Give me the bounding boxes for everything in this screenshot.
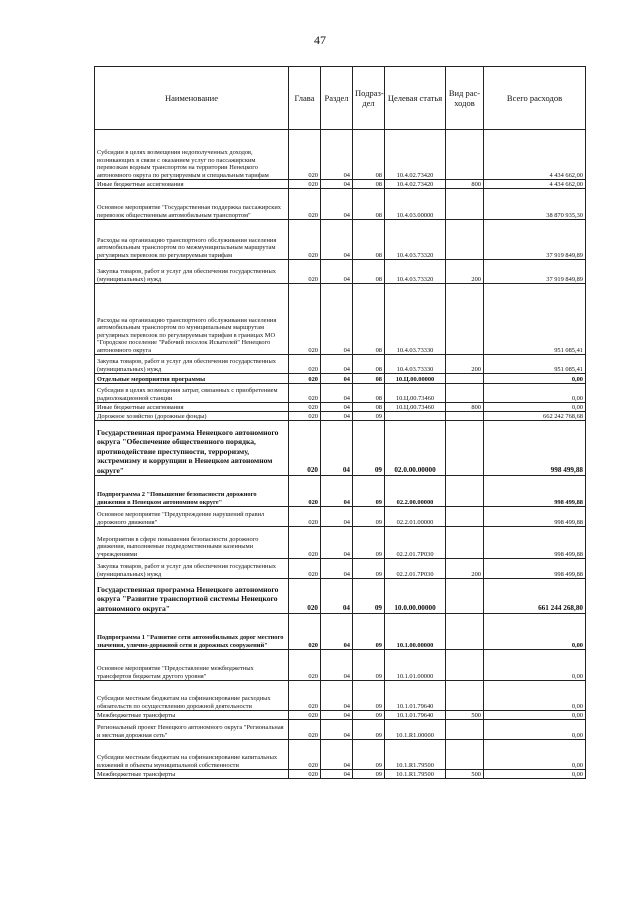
cell-total: 951 085,41 [484,284,586,355]
cell-target: 10.1.00.00000 [385,614,446,650]
table-row [95,720,586,740]
header-section: Раздел [321,67,353,130]
cell-target: 10.1.01.00000 [385,650,446,681]
header-name: Наименование [95,67,289,130]
cell-total: 0,00 [484,740,586,770]
cell-section: 04 [321,614,353,650]
cell-total: 38 870 935,30 [484,189,586,220]
table-row [95,374,586,384]
cell-name: Субсидии в целях возмещения недополученных доходов, возникающих в связи с оказанием услуг по пассажирским перевозкам водным транспортом на территории Ненецкого автономного округа по регулируемым и специальным тарифам [95,130,289,180]
cell-target [385,412,446,421]
cell-total: 4 434 662,00 [484,130,586,180]
cell-name: Дорожное хозяйство (дорожные фонды) [95,412,289,421]
cell-subsection: 09 [353,559,385,579]
cell-chapter: 020 [289,412,321,421]
cell-total: 0,00 [484,711,586,720]
cell-target: 02.2.01.7Р030 [385,527,446,559]
cell-chapter: 020 [289,284,321,355]
cell-name: Субсидии в целях возмещения затрат, связанных с приобретением радиолокационной станции [95,384,289,403]
table-row [95,579,586,614]
cell-section: 04 [321,180,353,189]
cell-exptype [446,579,484,614]
cell-exptype [446,130,484,180]
cell-chapter: 020 [289,476,321,507]
cell-chapter: 020 [289,260,321,284]
cell-name: Межбюджетные трансферты [95,770,289,779]
cell-subsection: 08 [353,374,385,384]
cell-subsection: 09 [353,476,385,507]
cell-name: Государственная программа Ненецкого автономного округа "Обеспечение общественного порядка, противодействие преступности, терроризму, экстремизму и коррупции в Ненецком автономном округе" [95,421,289,476]
cell-exptype [446,720,484,740]
cell-subsection: 09 [353,614,385,650]
cell-exptype [446,412,484,421]
cell-name: Межбюджетные трансферты [95,711,289,720]
cell-section: 04 [321,384,353,403]
cell-chapter: 020 [289,130,321,180]
cell-subsection: 09 [353,740,385,770]
header-total: Всего расходов [484,67,586,130]
cell-chapter: 020 [289,220,321,260]
cell-section: 04 [321,527,353,559]
cell-total: 37 919 849,89 [484,220,586,260]
cell-target: 02.0.00.00000 [385,421,446,476]
cell-section: 04 [321,412,353,421]
cell-name: Закупка товаров, работ и услуг для обеспечения государственных (муниципальных) нужд [95,559,289,579]
cell-exptype [446,284,484,355]
table-row [95,220,586,260]
cell-total: 0,00 [484,770,586,779]
cell-exptype [446,220,484,260]
cell-section: 04 [321,421,353,476]
table-row [95,681,586,711]
cell-section: 04 [321,711,353,720]
cell-subsection: 08 [353,355,385,374]
cell-subsection: 08 [353,220,385,260]
cell-exptype: 200 [446,260,484,284]
cell-name: Иные бюджетные ассигнования [95,403,289,412]
cell-section: 04 [321,507,353,527]
cell-total: 998 499,88 [484,559,586,579]
cell-chapter: 020 [289,507,321,527]
cell-exptype [446,614,484,650]
cell-chapter: 020 [289,384,321,403]
cell-section: 04 [321,220,353,260]
cell-subsection: 09 [353,507,385,527]
page-number: 47 [314,33,326,47]
cell-subsection: 09 [353,527,385,559]
cell-subsection: 08 [353,403,385,412]
cell-target: 10.1.01.79640 [385,681,446,711]
cell-target: 10.4.03.73320 [385,220,446,260]
cell-name: Расходы на организацию транспортного обслуживания населения автомобильным транспортом по муниципальным маршрутам регулярных перевозок по регулируемым тарифам в границах МО "Городское поселение "Рабочий поселок Искателей" Ненецкого автономного округа [95,284,289,355]
cell-target: 10.4.02.73420 [385,130,446,180]
cell-exptype [446,374,484,384]
cell-section: 04 [321,403,353,412]
cell-total: 0,00 [484,650,586,681]
cell-subsection: 09 [353,711,385,720]
cell-name: Подпрограмма 2 "Повышение безопасности дорожного движения в Ненецком автономном округе" [95,476,289,507]
cell-chapter: 020 [289,614,321,650]
table-row [95,527,586,559]
cell-target: 02.2.01.7Р030 [385,559,446,579]
cell-total: 998 499,88 [484,421,586,476]
cell-chapter: 020 [289,740,321,770]
cell-exptype [446,421,484,476]
cell-total: 998 499,88 [484,476,586,507]
cell-name: Субсидии местным бюджетам на софинансирование капитальных вложений в объекты муниципальной собственности [95,740,289,770]
cell-target: 10.1.R1.00000 [385,720,446,740]
cell-section: 04 [321,650,353,681]
cell-target: 10.Ц.00.00000 [385,374,446,384]
table-row [95,740,586,770]
cell-chapter: 020 [289,355,321,374]
cell-subsection: 08 [353,384,385,403]
table-body [95,130,586,779]
cell-name: Иные бюджетные ассигнования [95,180,289,189]
cell-subsection: 08 [353,180,385,189]
cell-subsection: 09 [353,579,385,614]
cell-total: 0,00 [484,614,586,650]
table-row [95,770,586,779]
cell-chapter: 020 [289,189,321,220]
cell-chapter: 020 [289,403,321,412]
cell-subsection: 09 [353,650,385,681]
cell-subsection: 08 [353,284,385,355]
cell-chapter: 020 [289,579,321,614]
cell-subsection: 08 [353,189,385,220]
cell-section: 04 [321,476,353,507]
table-row [95,284,586,355]
cell-chapter: 020 [289,770,321,779]
cell-subsection: 08 [353,260,385,284]
cell-target: 10.4.03.73320 [385,260,446,284]
cell-subsection: 09 [353,681,385,711]
cell-exptype: 500 [446,711,484,720]
cell-name: Основное мероприятие "Предоставление межбюджетных трансфертов бюджетам другого уровня" [95,650,289,681]
cell-exptype [446,681,484,711]
cell-exptype [446,384,484,403]
cell-target: 10.1.R1.79500 [385,770,446,779]
cell-section: 04 [321,130,353,180]
cell-target: 02.2.00.00000 [385,476,446,507]
cell-name: Отдельные мероприятия программы [95,374,289,384]
cell-name: Подпрограмма 1 "Развитие сети автомобильных дорог местного значения, улично-дорожной сети и дорожных сооружений" [95,614,289,650]
header-exptype: Вид рас-ходов [446,67,484,130]
cell-total: 37 919 849,89 [484,260,586,284]
cell-total: 0,00 [484,374,586,384]
table-row [95,507,586,527]
cell-target: 10.1.01.79640 [385,711,446,720]
header-chapter: Глава [289,67,321,130]
cell-total: 998 499,88 [484,527,586,559]
cell-section: 04 [321,374,353,384]
table-row [95,559,586,579]
cell-total: 4 434 662,00 [484,180,586,189]
cell-chapter: 020 [289,180,321,189]
table-row [95,412,586,421]
cell-subsection: 09 [353,421,385,476]
cell-name: Основное мероприятие "Государственная поддержка пассажирских перевозок общественным автомобильным транспортом" [95,189,289,220]
cell-chapter: 020 [289,559,321,579]
cell-total: 0,00 [484,384,586,403]
table-row [95,711,586,720]
cell-name: Основное мероприятие "Предупреждение нарушений правил дорожного движения" [95,507,289,527]
table-row [95,189,586,220]
cell-exptype [446,189,484,220]
budget-table [94,66,586,779]
cell-exptype: 500 [446,770,484,779]
cell-total: 998 499,88 [484,507,586,527]
cell-section: 04 [321,260,353,284]
table-row [95,614,586,650]
cell-section: 04 [321,740,353,770]
cell-total: 0,00 [484,681,586,711]
cell-exptype [446,476,484,507]
cell-exptype [446,527,484,559]
cell-section: 04 [321,189,353,220]
table-row [95,355,586,374]
table-row [95,476,586,507]
cell-subsection: 09 [353,412,385,421]
cell-name: Субсидии местным бюджетам на софинансирование расходных обязательств по осуществлению дорожной деятельности [95,681,289,711]
cell-section: 04 [321,770,353,779]
cell-name: Закупка товаров, работ и услуг для обеспечения государственных (муниципальных) нужд [95,355,289,374]
header-target: Целевая статья [385,67,446,130]
table-row [95,421,586,476]
cell-section: 04 [321,720,353,740]
cell-target: 10.Ц.00.73460 [385,384,446,403]
table-row [95,180,586,189]
header-subsection: Подраз-дел [353,67,385,130]
cell-exptype [446,650,484,681]
cell-target: 02.2.01.00000 [385,507,446,527]
cell-subsection: 09 [353,770,385,779]
cell-chapter: 020 [289,527,321,559]
cell-total: 951 085,41 [484,355,586,374]
cell-name: Расходы на организацию транспортного обслуживания населения автомобильным транспортом по межмуниципальным маршрутам регулярных перевозок по регулируемым тарифам [95,220,289,260]
cell-target: 10.0.00.00000 [385,579,446,614]
table-row [95,403,586,412]
cell-section: 04 [321,681,353,711]
cell-total: 661 244 268,80 [484,579,586,614]
table-row [95,130,586,180]
table-row [95,260,586,284]
cell-name: Государственная программа Ненецкого автономного округа "Развитие транспортной системы Ненецкого автономного округа" [95,579,289,614]
cell-chapter: 020 [289,720,321,740]
cell-exptype: 200 [446,355,484,374]
cell-section: 04 [321,559,353,579]
cell-target: 10.4.03.00000 [385,189,446,220]
cell-total: 662 242 768,68 [484,412,586,421]
cell-name: Закупка товаров, работ и услуг для обеспечения государственных (муниципальных) нужд [95,260,289,284]
cell-exptype: 800 [446,180,484,189]
cell-subsection: 09 [353,720,385,740]
cell-section: 04 [321,355,353,374]
table-row [95,384,586,403]
cell-section: 04 [321,284,353,355]
cell-exptype [446,740,484,770]
cell-exptype [446,507,484,527]
table-header-row [95,67,586,130]
cell-exptype: 800 [446,403,484,412]
cell-chapter: 020 [289,374,321,384]
table-row [95,650,586,681]
cell-chapter: 020 [289,711,321,720]
cell-subsection: 08 [353,130,385,180]
cell-exptype: 200 [446,559,484,579]
cell-chapter: 020 [289,421,321,476]
cell-target: 10.4.03.73330 [385,355,446,374]
cell-name: Мероприятия в сфере повышения безопасности дорожного движения, выполняемые подведомственными казенными учреждениями [95,527,289,559]
cell-target: 10.4.03.73330 [385,284,446,355]
cell-name: Региональный проект Ненецкого автономного округа "Региональная и местная дорожная сеть" [95,720,289,740]
cell-section: 04 [321,579,353,614]
cell-target: 10.Ц.00.73460 [385,403,446,412]
cell-chapter: 020 [289,681,321,711]
cell-total: 0,00 [484,720,586,740]
cell-chapter: 020 [289,650,321,681]
cell-total: 0,00 [484,403,586,412]
cell-target: 10.4.02.73420 [385,180,446,189]
cell-target: 10.1.R1.79500 [385,740,446,770]
